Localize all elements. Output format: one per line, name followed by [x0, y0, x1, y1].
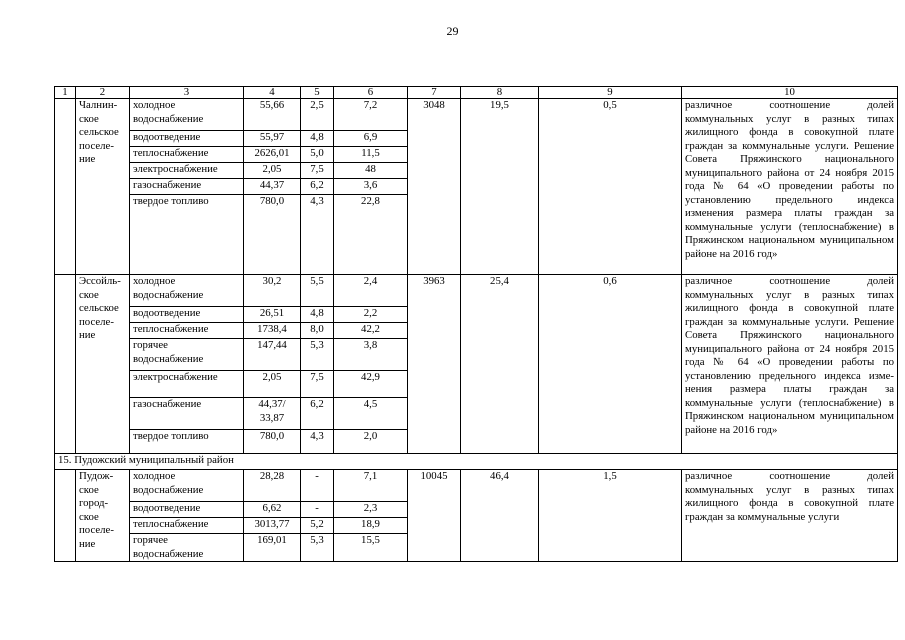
- column-number-1: 1: [55, 87, 76, 99]
- page-number: 29: [446, 24, 459, 38]
- note-text: различное соотношение долей коммунальных услуг в разных типах жилищного фонда в совокупной плате граждан за коммунальные услуги: [682, 470, 898, 562]
- service-row: [55, 470, 898, 502]
- service-name: электроснабжение: [130, 163, 244, 179]
- section-title: 15. Пудожский муниципальный район: [55, 454, 898, 470]
- value-col4: 2,05: [244, 163, 301, 179]
- value-col4: 30,2: [244, 275, 301, 307]
- blank-cell: [55, 470, 76, 562]
- service-name: горячее водоснабжение: [130, 339, 244, 371]
- value-col6: 2,0: [334, 430, 408, 454]
- value-col9: 0,5: [539, 99, 682, 275]
- value-col4: 147,44: [244, 339, 301, 371]
- service-name: теплоснабжение: [130, 323, 244, 339]
- service-name: газоснабжение: [130, 398, 244, 430]
- service-name: водоотведение: [130, 502, 244, 518]
- service-name: газоснабжение: [130, 179, 244, 195]
- tariff-table: [54, 86, 898, 562]
- blank-cell: [55, 275, 76, 454]
- value-col6: 42,2: [334, 323, 408, 339]
- column-number-9: 9: [539, 87, 682, 99]
- service-name: холодное водоснабжение: [130, 275, 244, 307]
- value-col6: 7,2: [334, 99, 408, 131]
- value-col4: 780,0: [244, 430, 301, 454]
- value-col6: 6,9: [334, 131, 408, 147]
- value-col5: 4,8: [301, 307, 334, 323]
- value-col4: 169,01: [244, 534, 301, 562]
- value-col5: -: [301, 502, 334, 518]
- value-col5: 5,2: [301, 518, 334, 534]
- settlement-name: Пудож- ское город- ское поселе- ние: [76, 470, 130, 562]
- value-col4: 28,28: [244, 470, 301, 502]
- value-col9: 0,6: [539, 275, 682, 454]
- column-number-2: 2: [76, 87, 130, 99]
- blank-cell: [55, 99, 76, 275]
- value-col4: 44,37/ 33,87: [244, 398, 301, 430]
- section-row: [55, 454, 898, 470]
- value-col6: 22,8: [334, 195, 408, 275]
- value-col7: 3963: [408, 275, 461, 454]
- value-col8: 19,5: [461, 99, 539, 275]
- value-col6: 42,9: [334, 371, 408, 398]
- value-col5: 6,2: [301, 179, 334, 195]
- value-col5: 5,5: [301, 275, 334, 307]
- note-text: различное соотношение долей коммунальных услуг в разных типах жилищного фонда в совокупной плате граждан за коммунальные услуги. Решение Совета Пряжинского национального муниципального района от 24 ноября 2015 года № 64 «О проведении работы по установлению предельного индекса изменения размера платы граждан за коммунальные услуги (теплоснабжение) в Пряжинском национальном муниципальном районе на 2016 год»: [682, 99, 898, 275]
- service-name: водоотведение: [130, 307, 244, 323]
- service-name: теплоснабжение: [130, 147, 244, 163]
- value-col6: 11,5: [334, 147, 408, 163]
- value-col5: 8,0: [301, 323, 334, 339]
- value-col4: 780,0: [244, 195, 301, 275]
- value-col5: 2,5: [301, 99, 334, 131]
- value-col6: 3,6: [334, 179, 408, 195]
- value-col4: 44,37: [244, 179, 301, 195]
- note-text: различное соотношение долей коммунальных услуг в разных типах жилищного фонда в совокупной плате граждан за коммунальные услуги. Решение Совета Пряжинского национального муниципального района от 24 ноября 2015 года № 64 «О проведении работы по установлению предельного индекса изме-нения размера платы граждан за коммунальные услуги (теплоснабжение) в Пряжинском национальном муниципальном районе на 2016 год»: [682, 275, 898, 454]
- value-col5: 5,3: [301, 534, 334, 562]
- settlement-name: Чалнин- ское сельское поселе- ние: [76, 99, 130, 275]
- value-col5: 5,0: [301, 147, 334, 163]
- column-number-5: 5: [301, 87, 334, 99]
- value-col6: 15,5: [334, 534, 408, 562]
- value-col5: -: [301, 470, 334, 502]
- value-col5: 7,5: [301, 163, 334, 179]
- service-name: твердое топливо: [130, 195, 244, 275]
- value-col5: 5,3: [301, 339, 334, 371]
- value-col6: 2,4: [334, 275, 408, 307]
- value-col6: 4,5: [334, 398, 408, 430]
- settlement-name: Эссойль- ское сельское поселе- ние: [76, 275, 130, 454]
- service-name: твердое топливо: [130, 430, 244, 454]
- value-col8: 46,4: [461, 470, 539, 562]
- column-number-row: [55, 87, 898, 99]
- value-col6: 7,1: [334, 470, 408, 502]
- service-name: горячее водоснабжение: [130, 534, 244, 562]
- service-name: холодное водоснабжение: [130, 470, 244, 502]
- column-number-4: 4: [244, 87, 301, 99]
- value-col6: 48: [334, 163, 408, 179]
- value-col4: 55,66: [244, 99, 301, 131]
- column-number-10: 10: [682, 87, 898, 99]
- service-row: [55, 99, 898, 131]
- value-col4: 6,62: [244, 502, 301, 518]
- value-col7: 10045: [408, 470, 461, 562]
- value-col5: 4,3: [301, 195, 334, 275]
- value-col8: 25,4: [461, 275, 539, 454]
- service-name: теплоснабжение: [130, 518, 244, 534]
- value-col4: 55,97: [244, 131, 301, 147]
- value-col4: 2626,01: [244, 147, 301, 163]
- value-col5: 4,3: [301, 430, 334, 454]
- column-number-7: 7: [408, 87, 461, 99]
- value-col6: 3,8: [334, 339, 408, 371]
- column-number-6: 6: [334, 87, 408, 99]
- column-number-8: 8: [461, 87, 539, 99]
- value-col5: 7,5: [301, 371, 334, 398]
- value-col6: 18,9: [334, 518, 408, 534]
- value-col5: 6,2: [301, 398, 334, 430]
- value-col7: 3048: [408, 99, 461, 275]
- value-col4: 1738,4: [244, 323, 301, 339]
- value-col4: 26,51: [244, 307, 301, 323]
- value-col6: 2,3: [334, 502, 408, 518]
- service-name: электроснабжение: [130, 371, 244, 398]
- service-row: [55, 275, 898, 307]
- value-col9: 1,5: [539, 470, 682, 562]
- value-col4: 3013,77: [244, 518, 301, 534]
- service-name: холодное водоснабжение: [130, 99, 244, 131]
- service-name: водоотведение: [130, 131, 244, 147]
- value-col5: 4,8: [301, 131, 334, 147]
- column-number-3: 3: [130, 87, 244, 99]
- value-col6: 2,2: [334, 307, 408, 323]
- value-col4: 2,05: [244, 371, 301, 398]
